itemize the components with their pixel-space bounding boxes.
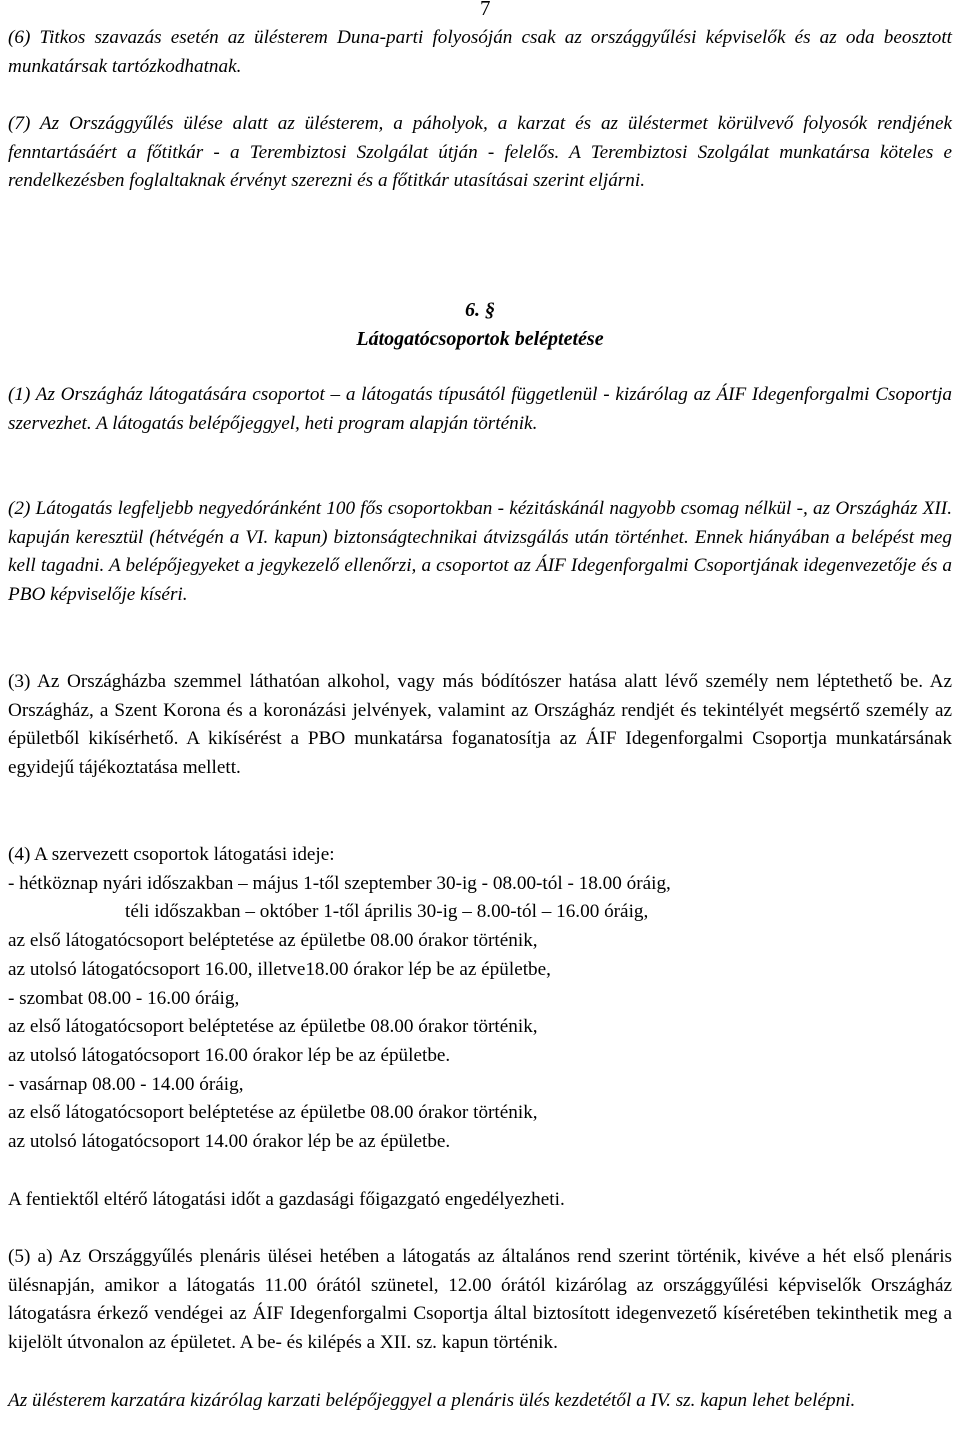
section-title: Látogatócsoportok beléptetése — [356, 328, 604, 350]
schedule-line: (4) A szervezett csoportok látogatási ideje: — [8, 844, 335, 865]
schedule-line: - szombat 08.00 - 16.00 óráig, — [8, 987, 240, 1009]
schedule-line: az első látogatócsoport beléptetése az épületbe 08.00 órakor történik, — [8, 1102, 538, 1124]
paragraph-7: (7) Az Országgyűlés ülése alatt az ülésterem, a páholyok, a karzat és az üléstermet körülvevő folyosók rendjének fenntartásáért a főtitkár - a Terembiztosi Szolgálat útján - felelős. A Terembiztosi Szolgálat munkatársa köteles e rendelkezésben foglaltaknak érvényt szerezni és a főtitkár utasításai szerint eljárni. — [8, 113, 952, 192]
paragraph-s5b: Az ülésterem karzatára kizárólag karzati belépőjeggyel a plenáris ülés kezdetétől a IV. sz. kapun lehet belépni. — [8, 1390, 856, 1411]
paragraph-s4-note: A fentiektől eltérő látogatási időt a gazdasági főigazgató engedélyezheti. — [8, 1189, 565, 1210]
paragraph-s2: (2) Látogatás legfeljebb negyedóránként 100 fős csoportokban - kézitáskánál nagyobb csomag nélkül -, az Országház XII. kapuján keresztül (hétvégén a VI. kapun) biztonságtechnikai átvizsgálás után történhet. Ennek hiányában a belépést meg kell tagadni. A belépőjegyeket a jegykezelő ellenőrzi, a csoportot az ÁIF Idegenforgalmi Csoportjának idegenvezetője és a PBO képviselője kíséri. — [8, 498, 952, 606]
schedule-line: az utolsó látogatócsoport 14.00 órakor lép be az épületbe. — [8, 1131, 451, 1153]
paragraph-s3: (3) Az Országházba szemmel láthatóan alkohol, vagy más bódítószer hatása alatt lévő személy nem léptethető be. Az Országház, a Szent Korona és a koronázási jelvények, valamint az Országház rendjét és tekintélyét megsértő személy az épületből kikísérhető. A kikísérést a PBO munkatársa foganatosítja az ÁIF Idegenforgalmi Csoportja munkatársának egyidejű tájékoztatása mellett. — [8, 671, 952, 779]
paragraph-s1: (1) Az Országház látogatására csoportot – a látogatás típusától függetlenül - kizárólag az ÁIF Idegenforgalmi Csoportja szervezhet. A látogatás belépőjeggyel, heti program alapján történik. — [8, 384, 952, 434]
schedule-line: az utolsó látogatócsoport 16.00, illetve18.00 órakor lép be az épületbe, — [8, 958, 551, 980]
schedule-line: az első látogatócsoport beléptetése az épületbe 08.00 órakor történik, — [8, 1016, 538, 1038]
paragraph-s5a: (5) a) Az Országgyűlés plenáris ülései hetében a látogatás az általános rend szerint történik, kivéve a hét első plenáris ülésnapján, amikor a látogatás 11.00 órától szünetel, 12.00 órától kizárólag az országgyűlési képviselők Országház látogatásra érkező vendégei az ÁIF Idegenforgalmi Csoportja által biztosított idegenvezető kíséretében tekinthetik meg a kijelölt útvonalon az épületet. A be- és kilépés a XII. sz. kapun történik. — [8, 1246, 952, 1354]
schedule-line: téli időszakban – október 1-től április 30-ig – 8.00-tól – 16.00 óráig, — [125, 901, 649, 923]
schedule-line: - vasárnap 08.00 - 14.00 óráig, — [8, 1073, 244, 1095]
schedule-line: az első látogatócsoport beléptetése az épületbe 08.00 órakor történik, — [8, 930, 538, 952]
schedule-line: - hétköznap nyári időszakban – május 1-től szeptember 30-ig - 08.00-tól - 18.00 óráig, — [8, 872, 671, 894]
schedule-line: az utolsó látogatócsoport 16.00 órakor lép be az épületbe. — [8, 1044, 451, 1066]
section-number: 6. § — [465, 299, 495, 321]
paragraph-6: (6) Titkos szavazás esetén az ülésterem Duna-parti folyosóján csak az országgyűlési képviselők és az oda beosztott munkatársak tartózkodhatnak. — [8, 27, 952, 77]
visiting-schedule — [8, 841, 952, 1157]
page-number: 7 — [480, 0, 491, 20]
